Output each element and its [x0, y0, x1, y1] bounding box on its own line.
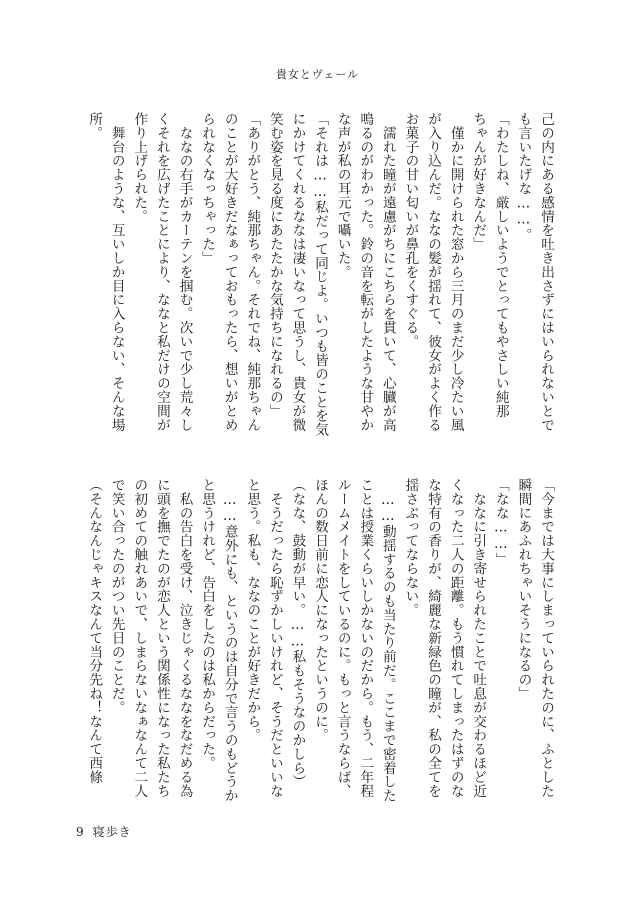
text-line: 私の告白を受け、泣きじゃくるななをなだめる為: [176, 478, 193, 798]
text-line: ちゃんが好きなんだ」: [470, 112, 487, 251]
text-line: 「それは……私だって同じよ。いつも皆のことを気: [312, 112, 329, 437]
text-line: 所。: [86, 112, 103, 140]
text-line: られなくなっちゃった」: [199, 112, 216, 265]
text-line: も言いたげな……。: [515, 112, 532, 242]
text-line: な特有の香りが、綺麗な新緑色の瞳が、私の全てを: [425, 478, 442, 798]
text-line: 己の内にある感情を吐き出さずにはいられないとで: [538, 112, 554, 432]
text-line: と思う。私も、ななのことが好きだから。: [244, 478, 261, 743]
text-line: で笑い合ったのがつい先日のことだ。: [108, 478, 125, 715]
text-line: のことが大好きだなぁっておもったら、想いがとめ: [221, 112, 238, 432]
text-line: 濡れた瞳が遠慮がちにこちらを貫いて、心臓が高: [379, 112, 396, 432]
text-line: ななの右手がカーテンを掴む。次いで少し荒々し: [176, 112, 193, 432]
text-line: 瞬間にあふれちゃいそうになるの」: [515, 478, 532, 701]
text-line: ほんの数日前に恋人になったというのに。: [312, 478, 329, 743]
text-line: 笑む姿を見る度にあたたかな気持ちになれるの」: [266, 112, 283, 418]
text-line: 「わたしね、厳しいようでとってもやさしい純那: [492, 112, 509, 418]
text-line: と思うけれど、告白をしたのは私からだった。: [199, 478, 216, 770]
page-number: 9: [76, 825, 85, 839]
text-line: 舞台のような、互いしか目に入らない、そんな場: [108, 112, 125, 432]
text-line: お菓子の甘い匂いが鼻孔をくすぐる。: [402, 112, 419, 349]
text-line: ……動揺するのも当たり前だ。ここまで密着した: [379, 478, 396, 803]
text-line: 「今までは大事にしまっていられたのに、ふとした: [538, 478, 554, 798]
text-line: が入り込んだ。ななの髪が揺れて、彼女がよく作る: [425, 112, 442, 432]
text-line: くそれを広げたことにより、ななと私だけの空間が: [153, 112, 170, 432]
upper-text-block: [83, 112, 557, 437]
text-line: ……意外にも、というのは自分で言うのもどうか: [221, 478, 238, 803]
text-line: そうだったら恥ずかしいけれど、そうだといいな: [266, 478, 283, 798]
text-line: くなった二人の距離。もう慣れてしまったはずのな: [447, 478, 464, 798]
text-line: に頭を撫でたのが恋人という関係性になった私たち: [153, 478, 170, 798]
text-line: 「なな……」: [492, 478, 509, 567]
page-folio: [76, 823, 140, 840]
text-line: （なな、鼓動が早い。……私もそうなのかしら）: [289, 478, 306, 789]
lower-text-block: [83, 478, 557, 803]
text-line: な声が私の耳元で囁いた。: [334, 112, 351, 279]
text-line: 「ありがとう、純那ちゃん。それでね、純那ちゃん: [244, 112, 261, 432]
text-line: ことは授業くらいしかないのだから。もう、二年程: [357, 478, 374, 798]
text-line: ななに引き寄せられたことで吐息が交わるほど近: [470, 478, 487, 798]
text-line: の初めての触れあいで、しまらないなぁなんて二人: [131, 478, 148, 798]
running-head: 貴女とヴェール: [275, 68, 360, 81]
text-line: にかけてくれるななは凄いなって思うし、貴女が微: [289, 112, 306, 432]
text-line: （そんなんじゃキスなんて当分先ね！なんて西條: [86, 478, 103, 784]
text-line: 僅かに開けられた窓から三月のまだ少し冷たい風: [447, 112, 464, 432]
text-line: ルームメイトをしているのに。もっと言うならば、: [334, 478, 351, 798]
section-title: 寝歩き: [92, 825, 132, 839]
text-line: 作り上げられた。: [131, 112, 148, 224]
text-line: 揺さぶってならない。: [402, 478, 419, 617]
text-line: 鳴るのがわかった。鈴の音を転がしたような甘やか: [357, 112, 374, 432]
